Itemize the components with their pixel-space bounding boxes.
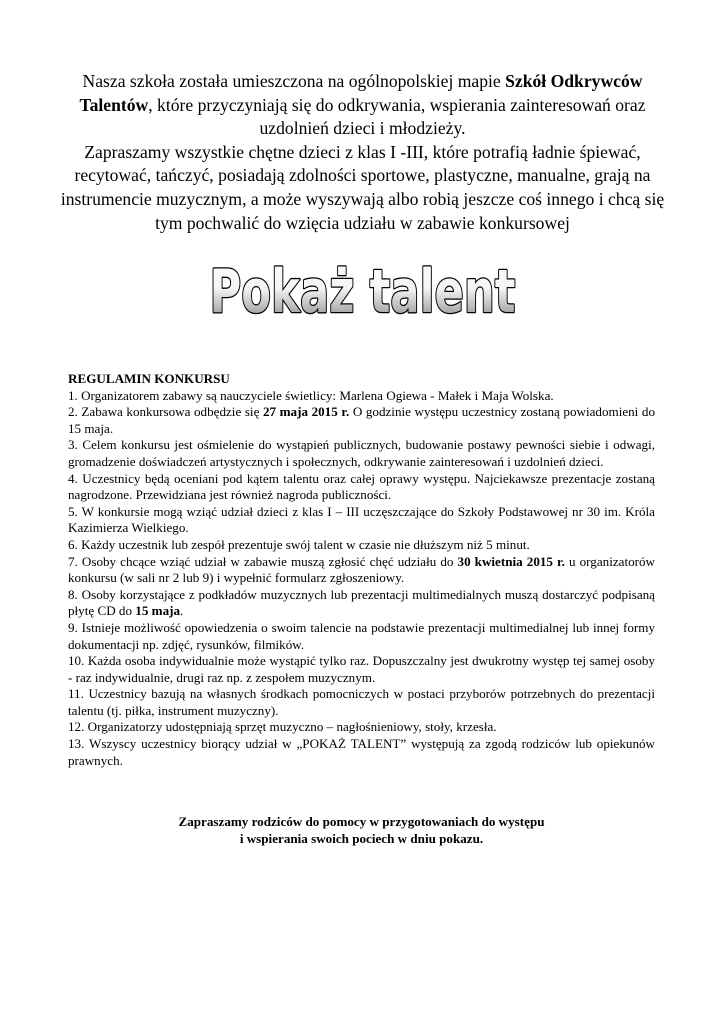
rules-heading: REGULAMIN KONKURSU	[68, 371, 230, 386]
contest-title-wordart	[0, 248, 725, 338]
rule-item	[68, 404, 655, 437]
closing-line: Zapraszamy rodziców do pomocy w przygotowaniach do występu	[178, 814, 545, 829]
invitation-line: Zapraszamy wszystkie chętne dzieci z klas I -III, które potrafią ładnie śpiewać,	[84, 141, 641, 162]
rule-item: 6. Każdy uczestnik lub zespół prezentuje swój talent w czasie nie dłuższym niż 5 minut.	[68, 536, 530, 552]
invitation-line: recytować, tańczyć, posiadają zdolności sportowe, plastyczne, manualne, grają na	[74, 165, 651, 186]
closing-line: i wspierania swoich pociech w dniu pokazu.	[239, 831, 484, 846]
rule-item: 11. Uczestnicy bazują na własnych środkach pomocniczych w postaci przyborów potrzebnych do prezentacji talentu (tj. piłka, instrument muzyczny).	[68, 686, 655, 718]
rule-item: 5. W konkursie mogą wziąć udział dzieci z klas I – III uczęszczające do Szkoły Podstawowej nr 30 im. Króla Kazimierza Wielkiego.	[68, 503, 655, 536]
invitation-line: tym pochwalić do wzięcia udziału w zabawie konkursowej	[155, 212, 570, 233]
intro-emphasis: Talentów	[79, 94, 149, 115]
rule-date: 27 maja 2015 r.	[262, 404, 350, 420]
intro-line	[60, 70, 665, 94]
rule-item: 1. Organizatorem zabawy są nauczyciele świetlicy: Marlena Ogiewa - Małek i Maja Wolska.	[68, 387, 554, 403]
rule-item: 3. Celem konkursu jest ośmielenie do wystąpień publicznych, budowanie postawy pewności siebie i odwagi, gromadzenie doświadczeń artystycznych i społecznych, odkrywanie zainteresowań i uzdolnień dzieci.	[68, 437, 655, 469]
rule-item: 9. Istnieje możliwość opowiedzenia o swoim talencie na podstawie prezentacji multimedialnej lub innej formy dokumentacji np. zdjęć, rysunków, filmików.	[68, 619, 655, 652]
intro-emphasis: Szkół Odkrywców	[505, 71, 643, 91]
intro-text: , które przyczyniają się do odkrywania, wspierania zainteresowań oraz	[148, 94, 646, 115]
rule-item	[68, 554, 655, 587]
rule-text: u organizatorów konkursu (w sali nr 2 lub 9) i wypełnić formularz zgłoszeniowy.	[68, 553, 655, 586]
rule-text: 2. Zabawa konkursowa odbędzie się	[68, 404, 263, 420]
intro-text: Nasza szkoła została umieszczona na ogólnopolskiej mapie	[82, 71, 506, 91]
invitation-line: instrumencie muzycznym, a może wyszywają albo robią jeszcze coś innego i chcą się	[60, 188, 665, 209]
rule-text: 8. Osoby korzystające z podkładów muzycznych lub prezentacji multimedialnych muszą dostarczyć podpisaną płytę CD do	[68, 586, 655, 619]
intro-paragraph	[60, 70, 665, 235]
rule-item: 13. Wszyscy uczestnicy biorący udział w „POKAŻ TALENT” występują za zgodą rodziców lub opiekunów prawnych.	[68, 736, 655, 768]
rule-item	[68, 587, 655, 620]
rule-deadline: 15 maja	[135, 603, 181, 619]
intro-line: uzdolnień dzieci i młodzieży.	[259, 118, 466, 139]
rule-text: 7. Osoby chcące wziąć udział w zabawie muszą zgłosić chęć udziału do	[68, 553, 458, 569]
intro-line	[60, 94, 665, 118]
contest-rules	[68, 371, 655, 769]
rule-text: O godzinie występu uczestnicy zostaną powiadomieni do 15 maja.	[68, 404, 655, 436]
rule-item: 10. Każda osoba indywidualnie może wystąpić tylko raz. Dopuszczalny jest dwukrotny występ tej samej osoby - raz indywidualnie, drugi raz np. z zespołem muzycznym.	[68, 653, 655, 685]
rule-item: 12. Organizatorzy udostępniają sprzęt muzyczno – nagłośnieniowy, stoły, krzesła.	[68, 719, 497, 735]
rule-item: 4. Uczestnicy będą oceniani pod kątem talentu oraz całej oprawy występu. Najciekawsze prezentacje zostaną nagrodzone. Przewidziana jest również nagroda publiczności.	[68, 470, 655, 503]
closing-invitation	[68, 813, 655, 847]
rule-text: .	[180, 603, 184, 619]
contest-title: Pokaż talent	[209, 257, 516, 327]
rule-deadline: 30 kwietnia 2015 r.	[457, 553, 565, 569]
wordart-svg	[0, 248, 725, 338]
